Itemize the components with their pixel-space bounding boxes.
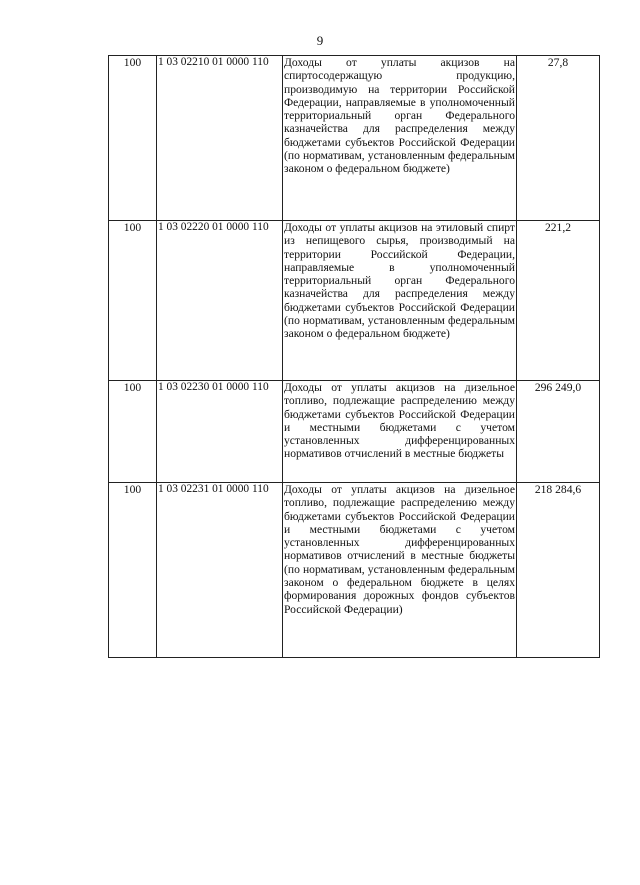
table-row: [109, 56, 600, 221]
table-row: [109, 381, 600, 483]
admin-code-cell: 100: [109, 483, 157, 658]
table-row: [109, 483, 600, 658]
budget-classification-code-cell: 1 03 02220 01 0000 110: [157, 221, 283, 381]
budget-classification-code-cell: 1 03 02210 01 0000 110: [157, 56, 283, 221]
amount-cell: 218 284,6: [517, 483, 600, 658]
revenue-description-cell: Доходы от уплаты акцизов на спиртосодержащую продукцию, производимую на территории Российской Федерации, направляемые в уполномоченный территориальный орган Федерального казначейства для распределения между бюджетами субъектов Российской Федерации (по нормативам, установленным федеральным законом о федеральном бюджете): [283, 56, 517, 221]
revenue-description-cell: Доходы от уплаты акцизов на этиловый спирт из непищевого сырья, производимый на территории Российской Федерации, направляемые в уполномоченный территориальный орган Федерального казначейства для распределения между бюджетами субъектов Российской Федерации (по нормативам, установленным федеральным законом о федеральном бюджете): [283, 221, 517, 381]
revenue-description-cell: Доходы от уплаты акцизов на дизельное топливо, подлежащие распределению между бюджетами субъектов Российской Федерации и местными бюджетами с учетом установленных дифференцированных нормативов отчислений в местные бюджеты (по нормативам, установленным федеральным законом о федеральном бюджете в целях формирования дорожных фондов субъектов Российской Федерации): [283, 483, 517, 658]
revenue-table: [108, 55, 600, 658]
budget-classification-code-cell: 1 03 02231 01 0000 110: [157, 483, 283, 658]
admin-code-cell: 100: [109, 381, 157, 483]
revenue-description-cell: Доходы от уплаты акцизов на дизельное топливо, подлежащие распределению между бюджетами субъектов Российской Федерации и местными бюджетами с учетом установленных дифференцированных нормативов отчислений в местные бюджеты: [283, 381, 517, 483]
amount-cell: 27,8: [517, 56, 600, 221]
amount-cell: 221,2: [517, 221, 600, 381]
admin-code-cell: 100: [109, 56, 157, 221]
table-row: [109, 221, 600, 381]
amount-cell: 296 249,0: [517, 381, 600, 483]
budget-classification-code-cell: 1 03 02230 01 0000 110: [157, 381, 283, 483]
admin-code-cell: 100: [109, 221, 157, 381]
page-number: 9: [316, 33, 324, 48]
